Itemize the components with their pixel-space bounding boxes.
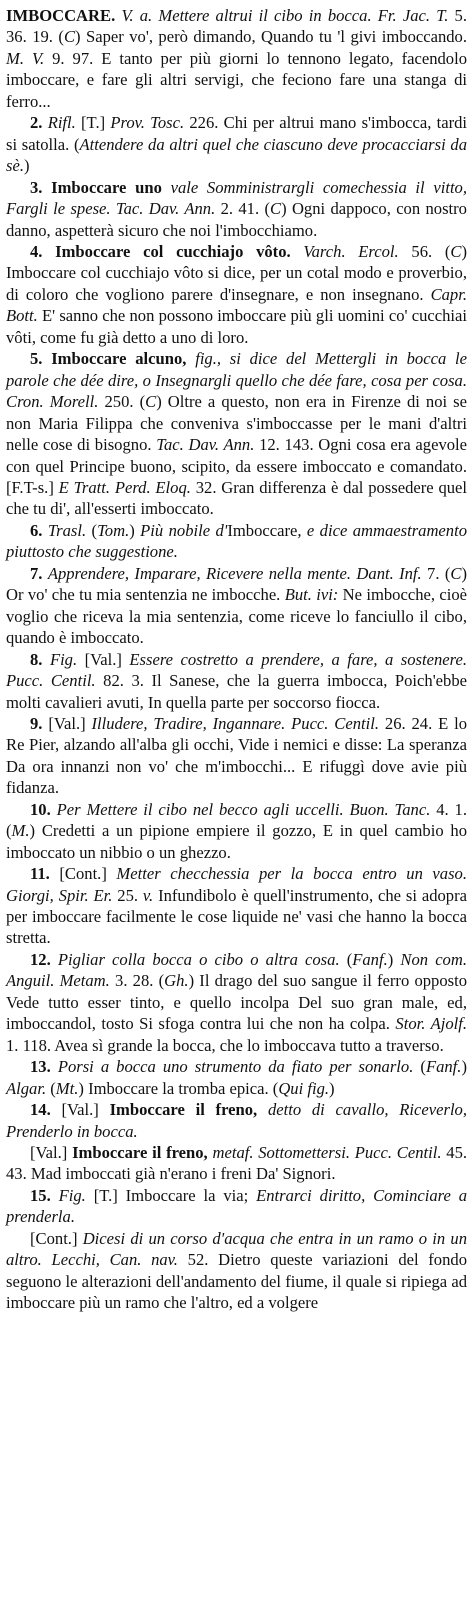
text-run: M. — [11, 821, 30, 841]
text-run: Fanf. — [425, 1057, 462, 1077]
entry-paragraph-s10 — [6, 799, 467, 863]
text-run: Imboccare — [227, 520, 298, 540]
text-run: ) Imboccare la tromba epica. ( — [78, 1078, 279, 1098]
text-run: 8. — [30, 649, 43, 669]
entry-paragraph-s14 — [6, 1099, 467, 1142]
text-run: ( — [86, 520, 98, 540]
text-run: 1. 118. Avea sì grande la bocca, che lo imboccava tutto a traverso. — [6, 1035, 444, 1055]
text-run: ) — [461, 1057, 467, 1077]
text-run — [51, 1186, 59, 1205]
text-run: Capr. Bott. — [6, 284, 467, 326]
text-run: [Val.] — [30, 1143, 73, 1163]
entry-paragraph-s7 — [6, 563, 467, 649]
entry-paragraph-s15b — [6, 1228, 467, 1314]
text-run: Varch. Ercol. — [303, 241, 399, 261]
text-run: ) — [387, 949, 401, 969]
text-run: Entrarci diritto, Cominciare a prenderla. — [6, 1185, 468, 1227]
text-run: [Val.] — [42, 713, 92, 733]
text-run — [51, 1057, 58, 1076]
text-run: Essere costretto a prendere, a fare, a sostenere. Pucc. Centil. — [6, 649, 467, 691]
text-run: Gh. — [164, 971, 189, 991]
text-run: 2. — [30, 113, 43, 133]
text-run: Apprendere, Imparare, Ricevere nella mente. Dant. Inf. — [47, 563, 422, 583]
text-run: M. V. — [6, 48, 45, 68]
text-run: 5. Imboccare alcuno, — [30, 349, 187, 369]
text-run: ( — [46, 1078, 56, 1098]
text-run: 3. 28. ( — [109, 971, 165, 991]
text-run: ) Ogni dappoco, con nostro danno, aspetterà sicuro che noi l'imbocchiamo. — [6, 199, 467, 240]
text-run: ) — [23, 156, 30, 176]
entry-paragraph-s9 — [6, 713, 467, 799]
text-run — [162, 178, 171, 197]
text-run: Infundibolo è quell'instrumento, che si adopra per imboccare facilmente le cose liquide ne' vasi che hanno la bocca stretta. — [6, 885, 467, 948]
text-run: ( — [339, 949, 353, 969]
entry-paragraph-head — [6, 5, 467, 112]
text-run: Fig. — [49, 649, 78, 669]
text-run: ) — [129, 520, 141, 540]
text-run: Attendere da altri quel che ciascuno deve procacciarsi da sè. — [6, 134, 467, 176]
text-run: 12. 143. Ogni cosa era agevole con quel Principe buono, scipito, da essere imboccato e comandato. [F.T-s.] — [6, 435, 468, 497]
text-run: Stor. Ajolf. — [395, 1014, 467, 1034]
text-run: Rifl. — [47, 113, 76, 133]
text-run: Per Mettere il cibo nel becco agli uccelli. Buon. Tanc. — [56, 799, 431, 819]
text-run: 14. — [30, 1100, 51, 1120]
text-run: ) Oltre a questo, non era in Firenze di noi se non Maria Filippa che conveniva s'imboccasse per le mani d'altri nelle cose di bisogno. — [6, 392, 467, 455]
text-run: [T.] Imboccare la via; — [85, 1185, 257, 1205]
text-run: Porsi a bocca uno strumento da fiato per sonarlo. — [57, 1057, 414, 1077]
entry-paragraph-s11 — [6, 863, 467, 949]
text-run — [42, 650, 49, 669]
text-run: Prov. Tosc. — [110, 113, 185, 133]
entry-paragraph-s5 — [6, 348, 467, 520]
text-run: Non com. Anguil. Metam. — [6, 949, 467, 991]
entry-paragraph-s14b — [6, 1142, 467, 1185]
text-run: 9. 97. E tanto per più giorni lo tennono legato, facendolo imboccare, e fare gli altri servigi, che feciono fare una stanga di ferro... — [6, 48, 467, 111]
text-run: C — [450, 241, 462, 261]
text-run: 250. ( — [98, 392, 146, 412]
text-run: Qui fig. — [278, 1078, 330, 1098]
text-run: Trasl. — [47, 520, 87, 540]
text-run: E' sanno che non possono imboccare più gli uomini co' cucchiai vôti, come fu già detto a uno di loro. — [6, 306, 467, 347]
entry-paragraph-s2 — [6, 112, 467, 176]
text-run: [Cont.] — [30, 1228, 83, 1248]
text-run: 10. — [30, 799, 51, 819]
text-run: Ne imbocche, cioè voglio che riceva la mia sentenzia, come riceve lo fanciullo il cibo, quando è imboccato. — [6, 585, 468, 648]
text-run: 32. Gran differenza è dal possedere quel che tu di', all'esserti imboccato. — [6, 477, 468, 519]
text-run: , e dice ammaestramento piuttosto che suggestione. — [6, 520, 468, 562]
text-run: Mt. — [55, 1078, 79, 1098]
entry-paragraph-s15 — [6, 1185, 467, 1228]
text-run: Illudere, Tradire, Ingannare. Pucc. Centil. — [91, 713, 380, 733]
entry-paragraph-s6 — [6, 520, 467, 563]
text-run: 7. — [30, 563, 43, 583]
text-run — [51, 950, 58, 969]
text-run: 26. 24. E lo Re Pier, alzando all'alba gli occhi, Vide i nemici e disse: La speranza Da ora innanzi non vo' che m'imbocchi... E rifuggì dove avie più fidanza. — [6, 713, 468, 798]
text-run: 52. Dietro queste variazioni del fondo seguono le alterazioni dell'andamento del fiume, il quale si ripiega ad imboccare più un ramo che l'altro, ed a volgere — [6, 1250, 467, 1313]
text-run: Dicesi di un corso d'acqua che entra in un ramo o in un altro. Lecchi, Can. nav. — [6, 1228, 467, 1270]
text-run: 3. Imboccare uno — [30, 177, 162, 197]
text-run: v. — [142, 885, 154, 905]
text-run: [Cont.] — [49, 864, 117, 884]
text-run: Algar. — [6, 1078, 47, 1098]
text-run: 9. — [30, 713, 43, 733]
text-run: ) Credetti a un pipione empiere il gozzo, E in quel cambio ho imboccato un nibbio o un ghezzo. — [6, 821, 467, 862]
text-run: [Val.] — [77, 649, 130, 669]
text-run: ) Or vo' che tu mia sentenzia ne imbocche. — [6, 563, 467, 605]
text-run: C — [145, 392, 157, 412]
text-run: C — [270, 199, 282, 219]
text-run: [Val.] — [50, 1100, 110, 1120]
text-run — [257, 1100, 268, 1119]
text-run: ) Saper vo', però dimando, Quando tu 'l givi imboccando. — [75, 27, 467, 47]
text-run: E Tratt. Perd. Eloq. — [58, 477, 191, 497]
text-run — [291, 242, 304, 261]
text-run: 13. — [30, 1057, 51, 1077]
text-run: C — [450, 563, 462, 583]
text-run: Più nobile d' — [140, 520, 228, 540]
entry-paragraph-s12 — [6, 949, 467, 1056]
text-run: 25. — [112, 885, 143, 905]
text-run: C — [63, 27, 76, 47]
text-run: 4. 1. ( — [6, 799, 467, 841]
text-run: 4. Imboccare col cucchiajo vôto. — [30, 241, 291, 261]
text-run: Fanf. — [352, 949, 388, 969]
text-run: But. ivi: — [284, 585, 339, 605]
text-run: 5. 36. 19. ( — [6, 6, 467, 47]
text-run: V. a. Mettere altrui il cibo in bocca. Fr. Jac. T. — [121, 6, 449, 25]
text-run: Tom. — [97, 520, 130, 540]
entry-paragraph-s4 — [6, 241, 467, 348]
text-run: ) — [329, 1078, 335, 1098]
text-run: Imboccare il freno, — [72, 1143, 208, 1163]
text-run: 15. — [30, 1185, 51, 1205]
text-run: detto di cavallo, Riceverlo, Prenderlo in bocca. — [6, 1100, 467, 1141]
text-run: Pigliar colla bocca o cibo o altra cosa. — [57, 949, 340, 969]
entry-paragraph-s8 — [6, 649, 467, 713]
text-run: ( — [413, 1057, 426, 1077]
text-run: 45. 43. Mad imboccati già n'erano i freni Da' Signori. — [6, 1143, 468, 1184]
text-run: 2. 41. ( — [215, 199, 270, 219]
text-run — [186, 349, 195, 368]
text-run: 56. ( — [398, 241, 451, 261]
text-run: Fig. — [58, 1185, 86, 1205]
entry-paragraph-s13 — [6, 1056, 467, 1099]
text-run: Imboccare il freno, — [109, 1100, 258, 1120]
text-run: ) Imboccare col cucchiajo vôto si dice, per un cotal modo e proverbio, di coloro che vogliono parere d'insegnare, e non insegnano. — [6, 241, 467, 304]
text-run: 11. — [30, 864, 50, 884]
text-run: ) Il drago del suo sangue il ferro opposto Vede tutto esser tinto, e quello incolpa Del suo gran male, ed, imboccandol, tosto Si sfoga contra lui che non ha colpa. — [6, 971, 467, 1034]
text-run: 7. ( — [421, 563, 451, 583]
text-run: 82. 3. Il Sanese, che la guerra imbocca, Poich'ebbe molti cavalieri avuti, In quella parte per soccorso fiocca. — [6, 671, 468, 712]
text-run: fig., si dice del Mettergli in bocca le parole che dée dire, o Insegnargli quello che dée fare, cosa per cosa. Cron. Morell. — [6, 349, 468, 412]
text-run: metaf. Sottomettersi. Pucc. Centil. — [212, 1143, 442, 1163]
text-run: Metter checchessia per la bocca entro un vaso. Giorgi, Spir. Er. — [6, 864, 467, 905]
text-run: Tac. Dav. Ann. — [156, 435, 255, 455]
text-run: vale Somministrargli comechessia il vitto, Fargli le spese. Tac. Dav. Ann. — [6, 177, 467, 219]
text-run: 12. — [30, 949, 51, 969]
entry-paragraph-s3 — [6, 177, 467, 241]
text-run: 226. Chi per altrui mano s'imbocca, tardi si satolla. ( — [6, 113, 468, 154]
text-run: IMBOCCARE. — [6, 6, 116, 25]
text-run: [T.] — [75, 113, 111, 133]
text-run: 6. — [30, 520, 43, 540]
